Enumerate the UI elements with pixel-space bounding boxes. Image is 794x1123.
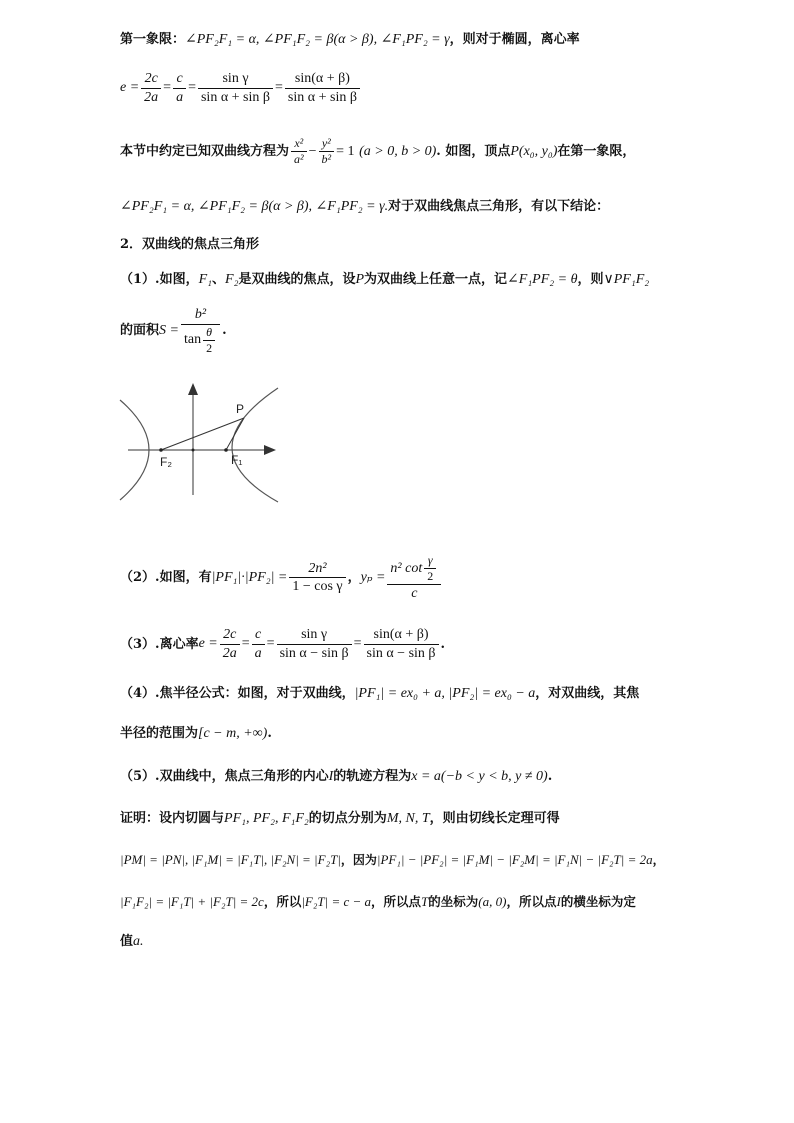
point-f1 bbox=[224, 448, 228, 452]
numerator: 2n² bbox=[289, 560, 345, 579]
equals-sign: = bbox=[188, 80, 196, 95]
x-axis-arrow bbox=[264, 445, 276, 455]
fraction bbox=[141, 70, 161, 106]
math-sides: PF₁, PF₂, F₁F₂ bbox=[224, 811, 309, 826]
math-f2t: |F₂T| = c − a bbox=[301, 894, 372, 909]
item-4 bbox=[120, 687, 639, 701]
math-f1: F₁ bbox=[198, 272, 212, 287]
equals-sign: = bbox=[163, 80, 172, 95]
text: ，所以 bbox=[263, 894, 302, 909]
item-5 bbox=[120, 770, 552, 784]
numerator: x² bbox=[291, 136, 307, 152]
denominator bbox=[181, 325, 220, 356]
numerator: sin γ bbox=[198, 70, 273, 89]
text: 第一象限： bbox=[120, 32, 186, 47]
text: ，所以点 bbox=[371, 894, 422, 909]
math-triangle: ∨PF₁F₂ bbox=[603, 272, 650, 287]
text: 的切点分别为 bbox=[308, 811, 387, 826]
numerator: c bbox=[252, 626, 265, 645]
proof-conclusion bbox=[120, 935, 144, 949]
fraction bbox=[364, 626, 439, 662]
fraction bbox=[291, 136, 307, 167]
math-e: e = bbox=[198, 636, 218, 651]
denominator: sin α − sin β bbox=[366, 645, 436, 661]
text: 为双曲线上任意一点，记 bbox=[364, 272, 508, 287]
text: ， bbox=[347, 570, 361, 586]
text: （3）.离心率 bbox=[120, 636, 199, 652]
fraction bbox=[203, 325, 215, 356]
denominator: sin α − sin β bbox=[279, 645, 349, 661]
math-f2: F₂ bbox=[225, 272, 239, 287]
math-locus: x = a(−b < y < b, y ≠ 0) bbox=[411, 769, 548, 784]
numerator: γ bbox=[424, 553, 436, 569]
paragraph-hyperbola-angles bbox=[120, 200, 609, 214]
math-angles: ∠PF₂F₁ = α, ∠PF₁F₂ = β(α > β), ∠F₁PF₂ = γ. bbox=[120, 199, 389, 214]
text: 是双曲线的焦点，设 bbox=[238, 272, 356, 287]
fraction-area bbox=[181, 306, 220, 356]
text: （4）.焦半径公式：如图，对于双曲线， bbox=[120, 686, 355, 701]
paragraph-ellipse-setup bbox=[120, 33, 580, 47]
text: ，所以点 bbox=[506, 894, 557, 909]
math-angle: ∠F₁PF₂ = θ bbox=[507, 272, 578, 287]
math-points: M, N, T bbox=[386, 811, 430, 826]
denominator: 2a bbox=[144, 89, 159, 105]
proof-intro bbox=[120, 812, 560, 826]
text: . bbox=[267, 726, 272, 741]
math-tan: tan bbox=[183, 332, 202, 348]
numerator: 2c bbox=[220, 626, 240, 645]
math-point: P(x₀, y₀) bbox=[510, 143, 558, 159]
text: ，因为 bbox=[340, 853, 377, 867]
item-1 bbox=[120, 273, 649, 287]
math-difference: |PF₁| − |PF₂| = |F₁M| − |F₂M| = |F₁N| − |F₂T| = 2a bbox=[376, 852, 653, 867]
text: . bbox=[440, 636, 446, 652]
text: 的坐标为 bbox=[428, 894, 479, 909]
text: ，则 bbox=[577, 272, 604, 287]
fraction bbox=[285, 70, 360, 106]
text: （5）.双曲线中，焦点三角形的内心 bbox=[120, 769, 329, 784]
denominator: a² bbox=[294, 152, 304, 166]
math-e: e = bbox=[120, 80, 140, 95]
math-focal-radius: |PF₁| = ex₀ + a, |PF₂| = ex₀ − a bbox=[354, 686, 536, 701]
math-angles: ∠PF₂F₁ = α, ∠PF₁F₂ = β(α > β), ∠F₁PF₂ = γ bbox=[185, 32, 450, 47]
math-n2cot: n² cot bbox=[390, 560, 423, 576]
item-2 bbox=[120, 553, 443, 603]
text: . bbox=[222, 323, 227, 339]
equals-sign: = bbox=[241, 636, 250, 651]
fraction-yp bbox=[387, 553, 441, 603]
math-s: S = bbox=[159, 322, 179, 338]
section-heading: 2．双曲线的焦点三角形 bbox=[120, 237, 260, 252]
numerator: b² bbox=[181, 306, 220, 325]
math-i: I bbox=[556, 894, 561, 909]
text: ， bbox=[652, 853, 665, 867]
label-f2: F₂ bbox=[160, 455, 172, 469]
numerator bbox=[387, 553, 441, 585]
math-coordinate: (a, 0) bbox=[478, 894, 507, 909]
text: 对于双曲线焦点三角形，有以下结论： bbox=[388, 199, 610, 214]
segment-pf1 bbox=[226, 418, 244, 450]
numerator: y² bbox=[319, 136, 335, 152]
formula-ellipse-eccentricity bbox=[120, 70, 362, 106]
denominator: a bbox=[254, 645, 262, 661]
numerator: 2c bbox=[141, 70, 161, 89]
math-range: [c − m, +∞) bbox=[198, 726, 268, 741]
point-f2 bbox=[159, 448, 163, 452]
text: 、 bbox=[212, 272, 226, 287]
label-p: P bbox=[236, 402, 245, 416]
text: ，则由切线长定理可得 bbox=[429, 811, 560, 826]
math-equals-one: = 1 bbox=[336, 143, 355, 159]
math-t: T bbox=[421, 894, 429, 909]
math-condition: (a > 0, b > 0) bbox=[359, 143, 437, 159]
text: （1）.如图， bbox=[120, 272, 199, 287]
item-3 bbox=[120, 626, 445, 662]
text: （2）.如图，有 bbox=[120, 570, 212, 586]
text: 证明：设内切圆与 bbox=[120, 811, 225, 826]
denominator: sin α + sin β bbox=[287, 89, 357, 105]
text: . bbox=[547, 769, 553, 784]
minus-sign: − bbox=[308, 143, 317, 159]
fraction bbox=[277, 626, 352, 662]
fraction bbox=[198, 70, 273, 106]
equals-sign: = bbox=[275, 80, 283, 95]
math-product: |PF₁|·|PF₂| = bbox=[211, 569, 288, 585]
fraction bbox=[173, 70, 186, 106]
math-tangent-lengths: |PM| = |PN|, |F₁M| = |F₁T|, |F₂N| = |F₂T| bbox=[120, 852, 341, 867]
denominator: a bbox=[176, 89, 184, 105]
denominator: 2a bbox=[222, 645, 237, 661]
denominator: b² bbox=[321, 152, 332, 166]
proof-equations-1 bbox=[120, 853, 665, 866]
denominator: c bbox=[411, 586, 418, 601]
text: ，对双曲线，其焦 bbox=[535, 686, 640, 701]
fraction bbox=[424, 553, 436, 584]
item-4-line-2 bbox=[120, 727, 272, 741]
denominator: sin α + sin β bbox=[200, 89, 271, 105]
numerator: sin γ bbox=[277, 626, 352, 645]
denominator: 2 bbox=[427, 569, 434, 583]
math-sum: |F₁F₂| = |F₁T| + |F₂T| = 2c bbox=[120, 894, 264, 909]
math-p: P bbox=[355, 272, 365, 287]
math-i: I bbox=[328, 769, 334, 784]
numerator: sin(α + β) bbox=[285, 70, 360, 89]
text: 的轨迹方程为 bbox=[333, 769, 412, 784]
numerator: θ bbox=[203, 325, 215, 341]
text: . 如图，顶点 bbox=[436, 144, 511, 159]
math-a: a. bbox=[133, 934, 144, 949]
fraction bbox=[252, 626, 265, 662]
paragraph-hyperbola-convention bbox=[120, 136, 635, 167]
text: 的面积 bbox=[120, 323, 160, 339]
equals-sign: = bbox=[353, 636, 362, 651]
denominator: 2 bbox=[206, 340, 213, 355]
point-origin bbox=[192, 449, 195, 452]
numerator: sin(α + β) bbox=[364, 626, 439, 645]
area-formula bbox=[120, 306, 227, 356]
text: 值 bbox=[120, 934, 134, 949]
text: ，则对于椭圆，离心率 bbox=[449, 32, 580, 47]
text: 本节中约定已知双曲线方程为 bbox=[120, 144, 290, 159]
proof-equations-2 bbox=[120, 895, 636, 909]
numerator: c bbox=[173, 70, 186, 89]
hyperbola-figure bbox=[116, 380, 286, 505]
math-yp: yₚ = bbox=[360, 569, 386, 585]
text: 的横坐标为定 bbox=[560, 894, 636, 909]
fraction bbox=[289, 560, 345, 596]
label-f1: F₁ bbox=[231, 453, 243, 467]
fraction bbox=[319, 136, 335, 167]
y-axis-arrow bbox=[188, 383, 198, 395]
equals-sign: = bbox=[266, 636, 275, 651]
fraction bbox=[220, 626, 240, 662]
denominator: 1 − cos γ bbox=[292, 579, 343, 595]
text: 半径的范围为 bbox=[120, 726, 199, 741]
text: 在第一象限， bbox=[557, 144, 636, 159]
